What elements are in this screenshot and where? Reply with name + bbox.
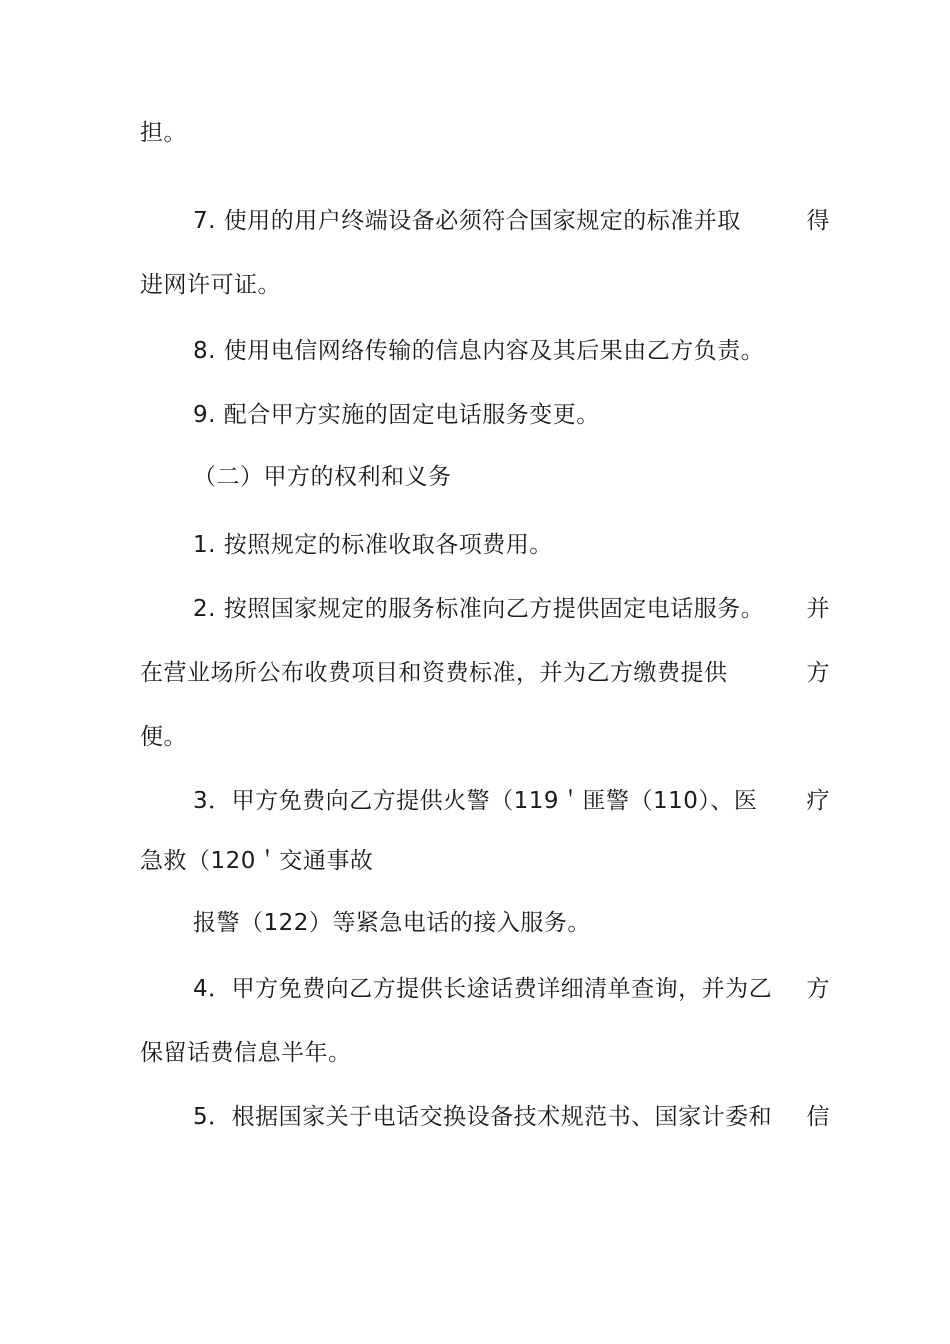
text: 并 — [806, 596, 830, 622]
text: 便。 — [140, 724, 187, 750]
text: （二）甲方的权利和义务 — [193, 464, 452, 490]
text: 3．甲方免费向乙方提供火警（119＇匪警（110）、医 — [193, 788, 758, 814]
text: 方 — [806, 660, 830, 686]
text: 在营业场所公布收费项目和资费标准，并为乙方缴费提供 — [140, 660, 728, 686]
text: 报警（122）等紧急电话的接入服务。 — [193, 910, 591, 936]
text: 急救（120＇交通事故 — [140, 848, 374, 874]
text: 8. 使用电信网络传输的信息内容及其后果由乙方负责。 — [193, 338, 765, 364]
paragraph-line — [193, 786, 830, 816]
text: 2. 按照国家规定的服务标准向乙方提供固定电话服务。 — [193, 596, 765, 622]
text: 1. 按照规定的标准收取各项费用。 — [193, 532, 553, 558]
paragraph-line — [140, 658, 830, 688]
paragraph-line — [193, 400, 830, 430]
text: 疗 — [806, 788, 830, 814]
paragraph-line — [193, 206, 830, 236]
paragraph-line — [193, 594, 830, 624]
text: 7. 使用的用户终端设备必须符合国家规定的标准并取 — [193, 208, 741, 234]
text: 信 — [806, 1104, 830, 1130]
paragraph-line — [140, 118, 830, 148]
text: 保留话费信息半年。 — [140, 1040, 352, 1066]
paragraph-line — [140, 1038, 830, 1068]
text: 5．根据国家关于电话交换设备技术规范书、国家计委和 — [193, 1104, 773, 1130]
text: 进网许可证。 — [140, 272, 281, 298]
text: 4．甲方免费向乙方提供长途话费详细清单查询，并为乙 — [193, 976, 773, 1002]
paragraph-line — [193, 908, 830, 938]
paragraph-line — [193, 1102, 830, 1132]
text: 9. 配合甲方实施的固定电话服务变更。 — [193, 402, 600, 428]
text: 方 — [806, 976, 830, 1002]
paragraph-line — [140, 846, 830, 876]
paragraph-line — [193, 530, 830, 560]
text: 得 — [806, 208, 830, 234]
paragraph-line — [193, 974, 830, 1004]
paragraph-line — [140, 722, 830, 752]
paragraph-line — [193, 336, 830, 366]
text: 担。 — [140, 120, 187, 146]
paragraph-line — [140, 270, 830, 300]
section-heading — [193, 462, 830, 492]
